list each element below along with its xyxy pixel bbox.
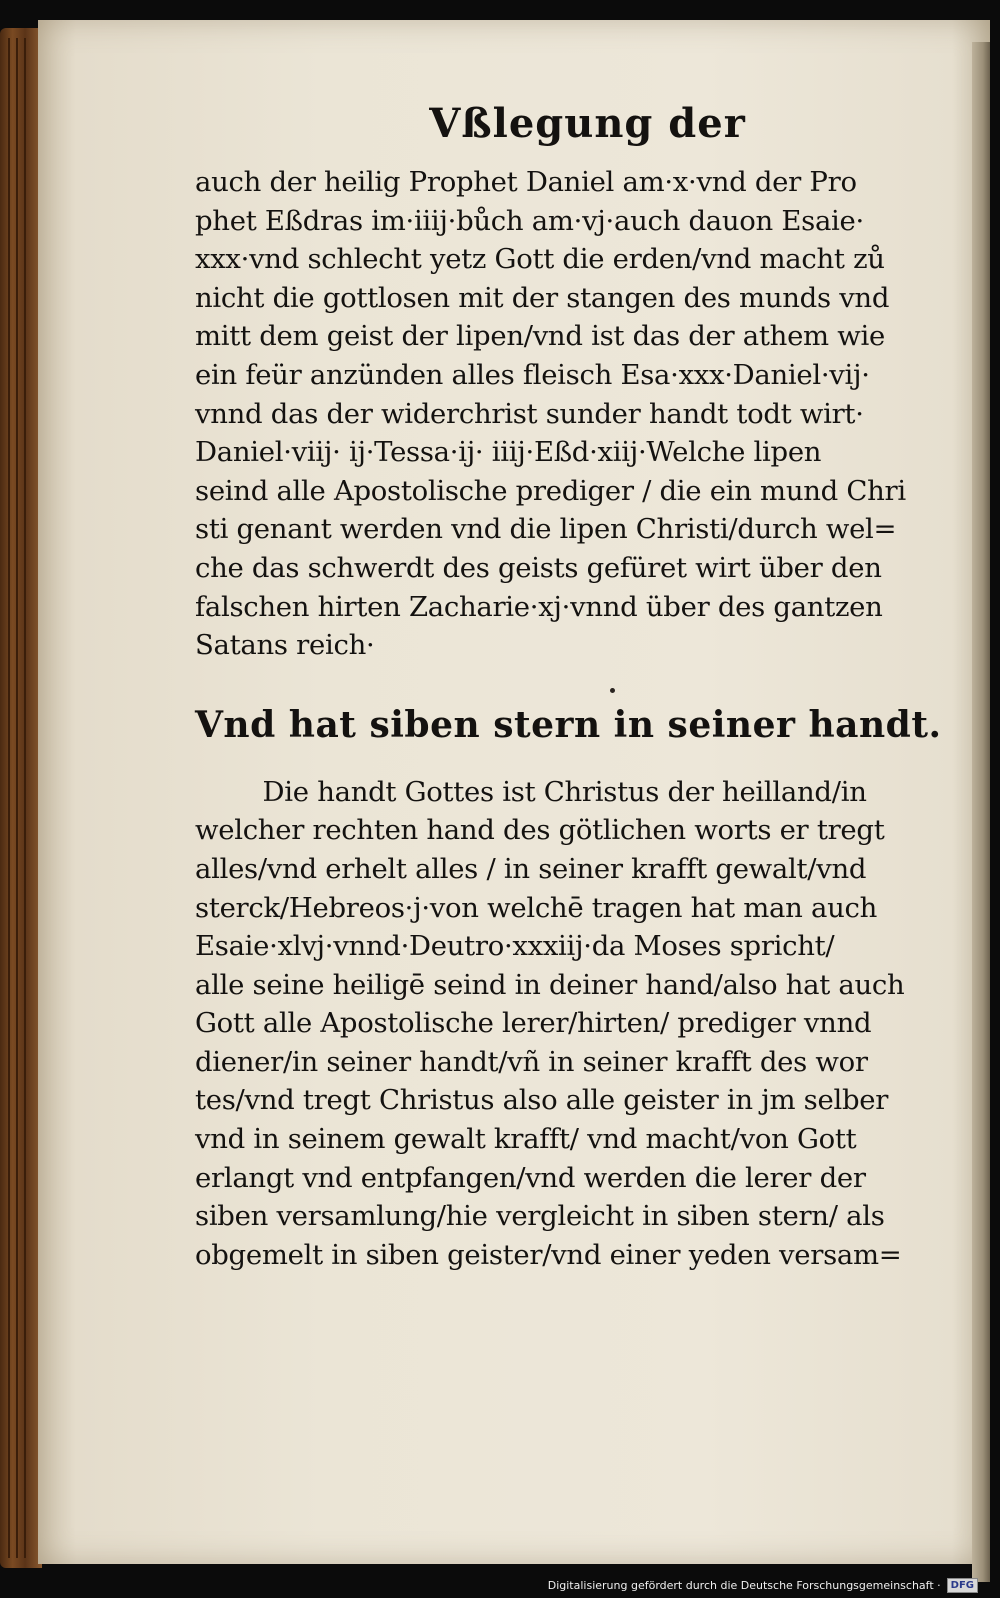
text-line: siben versamlung/hie vergleicht in siben stern/ als <box>195 1200 885 1233</box>
text-line: xxx·vnd schlecht yetz Gott die erden/vnd macht zů <box>195 243 885 276</box>
text-line: erlangt vnd entpfangen/vnd werden die lerer der <box>195 1161 866 1194</box>
text-line: seind alle Apostolische prediger / die ein mund Chri <box>195 474 906 507</box>
text-line: nicht die gottlosen mit der stangen des munds vnd <box>195 281 890 314</box>
text-line: welcher rechten hand des götlichen worts er tregt <box>195 814 885 847</box>
paragraph-1 <box>195 163 940 665</box>
text-line: alle seine heiligē seind in deiner hand/also hat auch <box>195 968 905 1001</box>
text-line: diener/in seiner handt/vñ in seiner krafft des wor <box>195 1045 868 1078</box>
text-line: vnd in seinem gewalt krafft/ vnd macht/von Gott <box>195 1123 857 1156</box>
text-line: obgemelt in siben geister/vnd einer yeden versam= <box>195 1238 902 1271</box>
book-binding-edge <box>0 28 42 1568</box>
paragraph-2 <box>195 773 940 1275</box>
text-line: Esaie·xlvj·vnnd·Deutro·xxxiij·da Moses spricht/ <box>195 930 835 963</box>
text-line: Daniel·viij· ij·Tessa·ij· iiij·Eßd·xiij·Welche lipen <box>195 436 822 469</box>
page-right-edge <box>972 42 990 1582</box>
section-heading: Vnd hat siben stern in seiner handt. <box>195 703 942 746</box>
text-line: Satans reich· <box>195 629 375 662</box>
text-line: vnnd das der widerchrist sunder handt todt wirt· <box>195 397 864 430</box>
text-line: ein feür anzünden alles fleisch Esa·xxx·Daniel·vij· <box>195 358 870 391</box>
text-line: sti genant werden vnd die lipen Christi/durch wel= <box>195 513 897 546</box>
text-line: tes/vnd tregt Christus also alle geister in jm selber <box>195 1084 889 1117</box>
page-content <box>195 100 940 1274</box>
text-line: mitt dem geist der lipen/vnd ist das der athem wie <box>195 320 885 353</box>
text-line: che das schwerdt des geists gefüret wirt über den <box>195 551 882 584</box>
text-line: phet Eßdras im·iiij·bůch am·vj·auch dauon Esaie· <box>195 204 864 237</box>
ink-dot <box>610 688 615 693</box>
text-line: sterck/Hebreos·j·von welchē tragen hat man auch <box>195 891 878 924</box>
digitization-footer <box>548 1575 978 1595</box>
footer-credit: Digitalisierung gefördert durch die Deutsche Forschungsgemeinschaft · <box>547 1578 941 1592</box>
text-line: falschen hirten Zacharie·xj·vnnd über des gantzen <box>195 590 883 623</box>
dfg-logo[interactable]: DFG <box>947 1578 978 1593</box>
text-line: Die handt Gottes ist Christus der heilland/in <box>195 775 867 808</box>
text-line: auch der heilig Prophet Daniel am·x·vnd der Pro <box>195 166 857 198</box>
running-header: Vßlegung der <box>429 100 746 147</box>
text-line: alles/vnd erhelt alles / in seiner krafft gewalt/vnd <box>195 852 867 885</box>
text-line: Gott alle Apostolische lerer/hirten/ prediger vnnd <box>195 1007 872 1040</box>
